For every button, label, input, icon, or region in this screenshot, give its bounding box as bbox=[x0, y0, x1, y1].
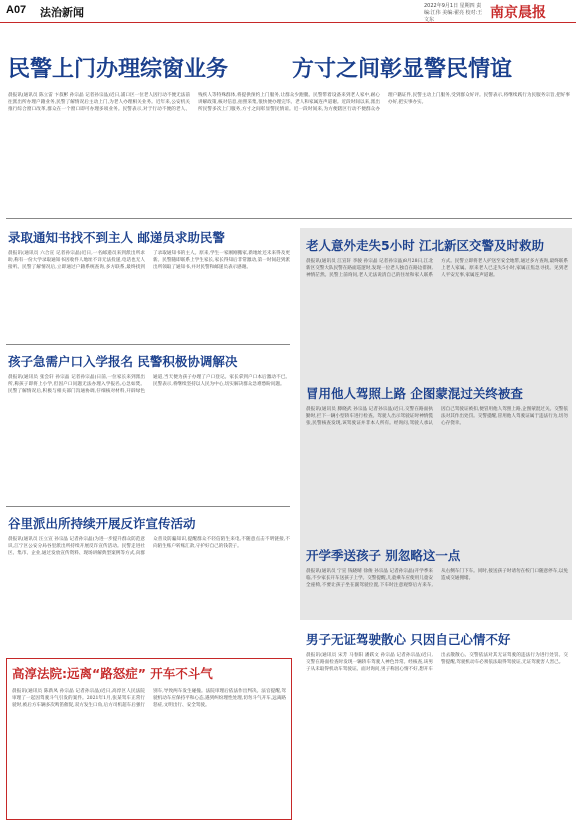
section-name: 法治新闻 bbox=[40, 6, 84, 19]
lead-body: 晨报讯(通讯员 陈立雷 卞叔彬 孙宗晶 记者孙宗晶)近日,浦口区一位老人因行动不便无法前往派出所办理户籍业务,民警了解情况后主动上门,为老人办理相关业务。近年来,公安机关推行综合窗口改革,群众在一个窗口即可办理多项业务。民警表示,对于行动不便的老人、残疾人等特殊群体,将提供预约上门服务,让群众少跑腿。民警带着设备来到老人家中,耐心讲解政策,核对信息,拍照采集,很快便办理完毕。老人和家属连声道谢。近段时间以来,派出所民警多次上门服务,方寸之间彰显警民情谊。近一段时间来,为方便辖区行动不便群众办理户籍证件,民警主动上门服务,受到群众好评。民警表示,将继续践行为民服务宗旨,把好事办好,把实事办实。 bbox=[8, 93, 570, 112]
article-body: 晨报讯(通讯员 宋芳 马春阳 潘跃文 孙宗晶 记者孙宗晶)近日,交警在路面检查时发现一辆轿车驾驶人神色异常。经核查,该男子从未取得机动车驾驶证。面对询问,男子称因心情不好,想开车出去散散心。交警依法对其无证驾驶的违法行为进行处罚。交警提醒,驾驶机动车必须依法取得驾驶证,无证驾驶害人害己。 bbox=[306, 653, 568, 672]
article-headline: 孩子急需户口入学报名 民警积极协调解决 bbox=[8, 354, 238, 369]
page-number: A07 bbox=[6, 4, 27, 16]
article-headline: 谷里派出所持续开展反诈宣传活动 bbox=[8, 516, 196, 531]
article-headline: 录取通知书找不到主人 邮递员求助民警 bbox=[8, 230, 225, 245]
divider bbox=[6, 506, 290, 507]
page-header bbox=[0, 0, 576, 23]
divider bbox=[6, 344, 290, 345]
divider bbox=[6, 218, 572, 219]
article-body: 晨报讯(通讯员 宁宣 钱晓晴 徐俊 孙宗晶 记者孙宗晶)开学季来临,不少家长开车送孩子上学。交警提醒,儿童乘车应使用儿童安全座椅,不要让孩子坐在副驾驶位置,下车时注意观察后方来车,从右侧车门下车。同时,接送孩子时请勿在校门口随意停车,以免造成交通拥堵。 bbox=[306, 569, 568, 588]
article-headline: 老人意外走失5小时 江北新区交警及时救助 bbox=[306, 238, 545, 253]
article-body: 晨报讯(通讯员 汪立宣 孙宗晶 记者孙宗晶)为进一步提升群众防范意识,江宁区公安分局谷里派出所持续开展反诈宣传活动。民警走进社区、集市、企业,通过发放宣传资料、现场讲解典型案例等方式,向群众普及防骗知识,提醒群众不轻信陌生来电,不随意点击不明链接,不向陌生账户转账汇款,守护好自己的钱袋子。 bbox=[8, 537, 290, 556]
lead-headline-left: 民警上门办理综窗业务 bbox=[8, 57, 229, 82]
lead-headline-right: 方寸之间彰显警民情谊 bbox=[292, 57, 513, 82]
article-headline: 开学季送孩子 别忽略这一点 bbox=[306, 548, 461, 563]
article-body: 晨报讯(通讯员 张会轩 孙宗晶 记者孙宗晶)日前,一位家长来到派出所,称孩子即将上小学,但因户口问题无法办理入学报名,心急如焚。民警了解情况后,积极与相关部门沟通协调,仔细核对材料,开辟绿色通道,当天便为孩子办理了户口登记。家长拿到户口本后激动不已。民警表示,将继续坚持以人民为中心,切实解决群众急难愁盼问题。 bbox=[8, 375, 290, 394]
article-body: 晨报讯(通讯员 滕晓武 孙宗晶 记者孙宗晶)近日,交警在路面执勤时,拦下一辆小型轿车进行检查。驾驶人出示驾驶证时神情慌张,民警核查发现,该驾驶证并非本人所有。经询问,驾驶人承认因自己驾驶证被扣,便冒用他人驾照上路,企图蒙混过关。交警依法对其作出处罚。交警提醒,冒用他人驾驶证属于违法行为,切勿心存侥幸。 bbox=[306, 407, 568, 426]
masthead: 南京晨报 bbox=[490, 5, 546, 21]
dateline: 2022年9月1日 星期四 责编:江伟 美编:翟亮 校对:王文东 bbox=[424, 3, 483, 23]
article-body: 晨报讯(通讯员 陈新凤 孙宗晶 记者孙宗晶)近日,高淳区人民法院审理了一起因驾驶斗气引发的案件。2021年1月,张某驾车正常行驶时,被后方车辆多次鸣笛催促,双方发生口角,后方司机超车后强行别车,导致两车发生碰撞。法院审理后依法作出判决。法官提醒,驾驶机动车应保持平和心态,遇到纠纷理性处理,切勿斗气开车,远离路怒症,文明出行、安全驾驶。 bbox=[12, 689, 286, 708]
article-headline: 高淳法院:远离“路怒症” 开车不斗气 bbox=[12, 666, 213, 681]
article-body: 晨报讯(通讯员 六合宣 记者孙宗晶)近日,一名邮递员来到派出所求助,称有一份大学录取通知书因收件人地址不详无法投递,电话也无人接听。民警了解情况后,立即通过户籍系统查询,多方联系,最终找到了录取通知书的主人。原来,学生一家刚刚搬家,新地址还未来得及更新。民警随即联系上学生家长,家长得知后非常激动,第一时间赶到派出所领取了通知书,并对民警和邮递员表示感谢。 bbox=[8, 251, 290, 270]
article-headline: 冒用他人驾照上路 企图蒙混过关终被查 bbox=[306, 386, 523, 401]
article-body: 晨报讯(通讯员 江宣轩 李骏 孙宗晶 记者孙宗晶)8月28日,江北新区交警大队民警在路面巡逻时,发现一位老人独自在路边徘徊,神情茫然。民警上前询问,老人无法说清自己的住址和家人联系方式。民警立即将老人护送至安全地带,通过多方查询,最终联系上老人家属。原来老人已走失5小时,家属正焦急寻找。见到老人平安无事,家属连声道谢。 bbox=[306, 259, 568, 278]
article-headline: 男子无证驾驶散心 只因自己心情不好 bbox=[306, 632, 511, 647]
